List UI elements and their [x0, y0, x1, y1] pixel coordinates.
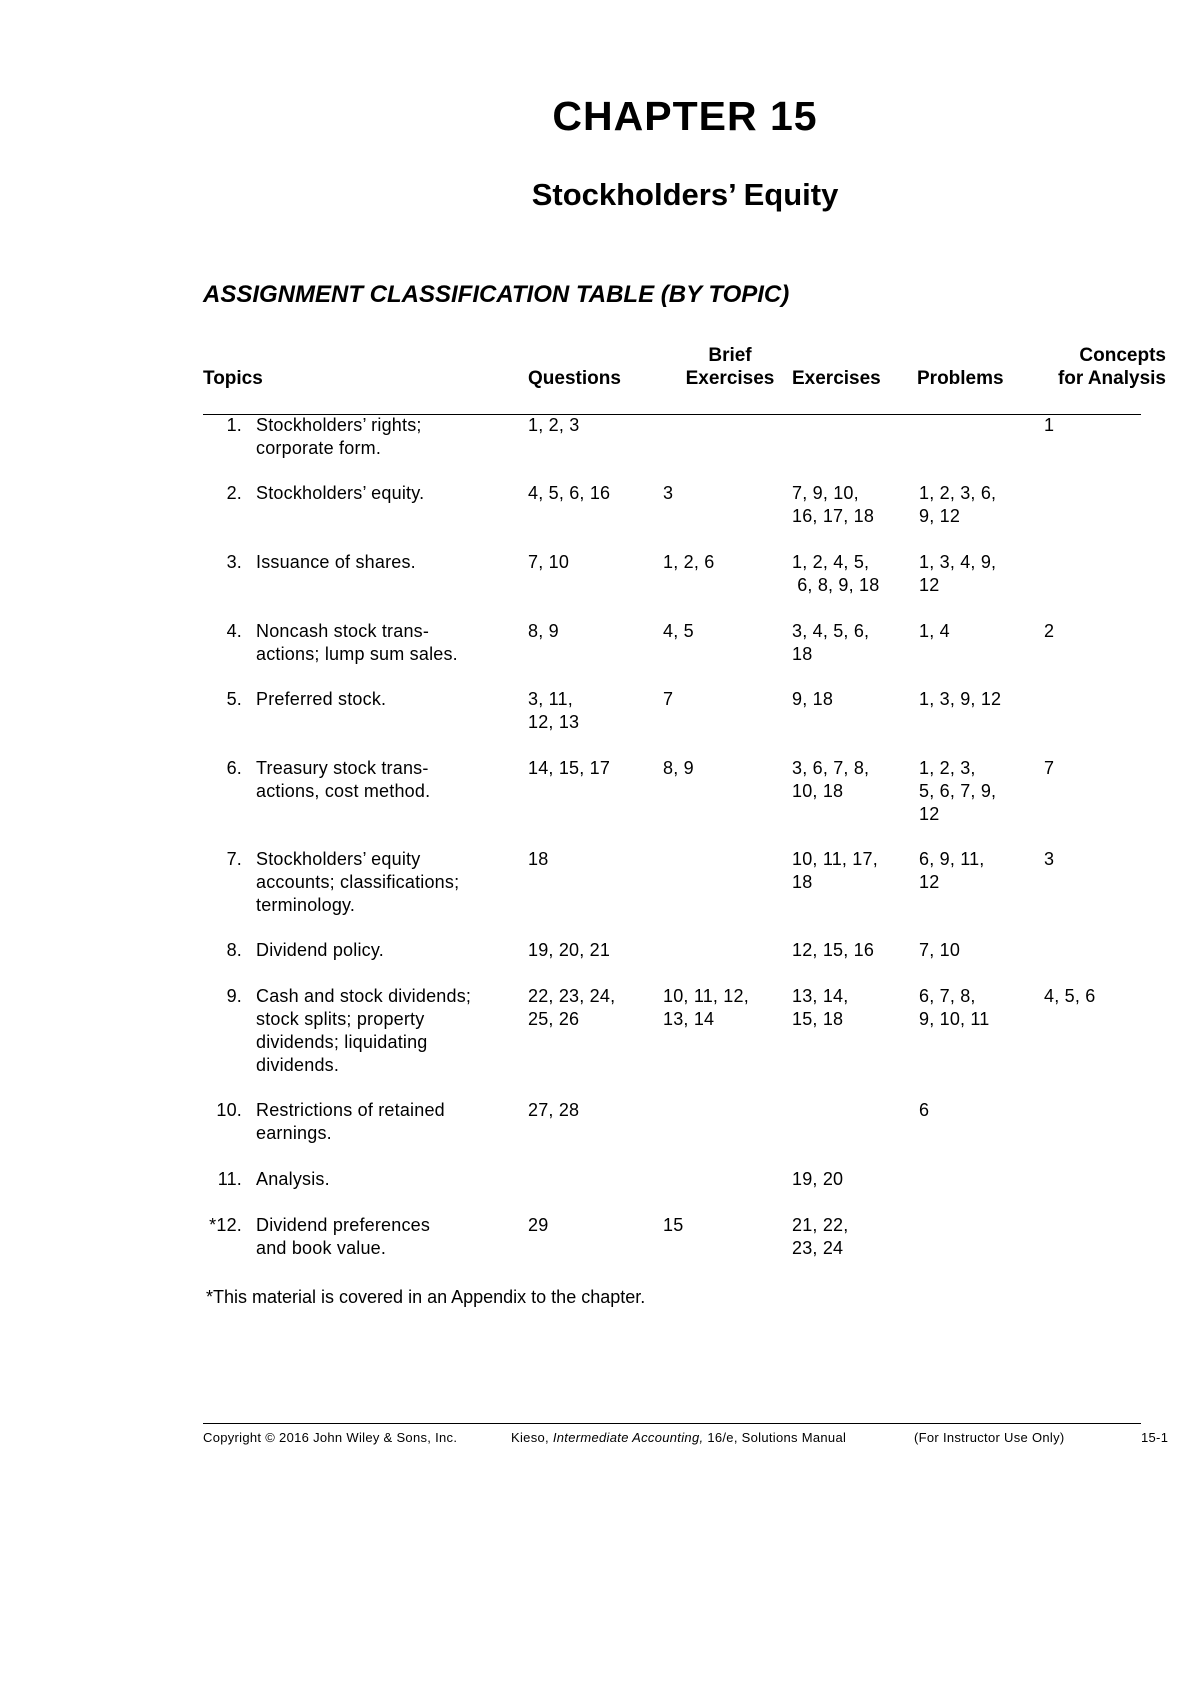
- exercises-cell: 6, 8, 9, 18: [792, 575, 880, 595]
- exercises-cell: 3, 4, 5, 6,: [792, 621, 870, 641]
- topic-cell: Analysis.: [256, 1169, 330, 1189]
- row-number: 6.: [226, 758, 242, 778]
- questions-cell: 8, 9: [528, 621, 559, 641]
- col-header-topics: Topics: [203, 368, 263, 389]
- chapter-subtitle: Stockholders’ Equity: [531, 177, 839, 212]
- row-number: 7.: [226, 849, 242, 869]
- brief-exercises-cell: 8, 9: [663, 758, 694, 778]
- questions-cell: 14, 15, 17: [528, 758, 611, 778]
- topic-cell: Cash and stock dividends;: [256, 986, 472, 1006]
- exercises-cell: 12, 15, 16: [792, 940, 875, 960]
- footer-rule: [203, 1423, 1141, 1424]
- topic-cell: Dividend policy.: [256, 940, 384, 960]
- topic-cell: dividends.: [256, 1055, 340, 1075]
- problems-cell: 1, 3, 9, 12: [919, 689, 1002, 709]
- questions-cell: 18: [528, 849, 549, 869]
- col-header-concepts: [1040, 344, 1166, 390]
- exercises-cell: 15, 18: [792, 1009, 844, 1029]
- row-number: 4.: [226, 621, 242, 641]
- topic-cell: terminology.: [256, 895, 356, 915]
- problems-cell: 1, 2, 3,: [919, 758, 976, 778]
- footer-book-info: [511, 1430, 846, 1445]
- questions-cell: 12, 13: [528, 712, 580, 732]
- questions-cell: 25, 26: [528, 1009, 580, 1029]
- col-header-problems: Problems: [917, 368, 1004, 389]
- col-header-concepts-line1: Concepts: [1079, 345, 1166, 366]
- exercises-cell: 9, 18: [792, 689, 834, 709]
- exercises-cell: 18: [792, 644, 813, 664]
- exercises-cell: 10, 11, 17,: [792, 849, 878, 869]
- topic-cell: Dividend preferences: [256, 1215, 431, 1235]
- problems-cell: 1, 4: [919, 621, 950, 641]
- col-header-concepts-line2: for Analysis: [1057, 368, 1166, 389]
- footer-author: Kieso,: [511, 1430, 549, 1445]
- exercises-cell: 18: [792, 872, 813, 892]
- footer-usage: (For Instructor Use Only): [914, 1430, 1065, 1445]
- brief-exercises-cell: 1, 2, 6: [663, 552, 715, 572]
- col-header-questions: Questions: [528, 368, 621, 389]
- col-header-exercises: Exercises: [792, 368, 881, 389]
- topic-cell: stock splits; property: [256, 1009, 425, 1029]
- problems-cell: 7, 10: [919, 940, 961, 960]
- row-number: 10.: [216, 1100, 242, 1120]
- brief-exercises-cell: 7: [663, 689, 674, 709]
- row-number: 2.: [226, 483, 242, 503]
- topic-cell: Preferred stock.: [256, 689, 387, 709]
- problems-cell: 6: [919, 1100, 930, 1120]
- topic-cell: Treasury stock trans-: [256, 758, 429, 778]
- row-number: *12.: [209, 1215, 242, 1235]
- footer-book-title: Intermediate Accounting,: [552, 1430, 704, 1445]
- concepts-cell: 1: [1044, 415, 1055, 435]
- concepts-cell: 4, 5, 6: [1044, 986, 1096, 1006]
- questions-cell: 3, 11,: [528, 689, 573, 709]
- problems-cell: 5, 6, 7, 9,: [919, 781, 997, 801]
- concepts-cell: 7: [1044, 758, 1055, 778]
- exercises-cell: 3, 6, 7, 8,: [792, 758, 870, 778]
- topic-cell: and book value.: [256, 1238, 387, 1258]
- problems-cell: 1, 3, 4, 9,: [919, 552, 997, 572]
- footer-page-number: 15-1: [1141, 1430, 1169, 1445]
- footer-edition: 16/e, Solutions Manual: [707, 1430, 847, 1445]
- exercises-cell: 21, 22,: [792, 1215, 849, 1235]
- topic-cell: accounts; classifications;: [256, 872, 460, 892]
- row-number: 11.: [217, 1169, 242, 1189]
- footnote: *This material is covered in an Appendix to the chapter.: [206, 1287, 646, 1307]
- questions-cell: 7, 10: [528, 552, 570, 572]
- exercises-cell: 19, 20: [792, 1169, 844, 1189]
- brief-exercises-cell: 15: [663, 1215, 684, 1235]
- questions-cell: 1, 2, 3: [528, 415, 580, 435]
- footer-copyright: Copyright © 2016 John Wiley & Sons, Inc.: [203, 1430, 458, 1445]
- brief-exercises-cell: 3: [663, 483, 674, 503]
- topic-cell: actions, cost method.: [256, 781, 431, 801]
- topic-cell: Issuance of shares.: [256, 552, 416, 572]
- topic-cell: dividends; liquidating: [256, 1032, 428, 1052]
- problems-cell: 9, 12: [919, 506, 961, 526]
- row-number: 1.: [226, 415, 242, 435]
- brief-exercises-cell: 10, 11, 12,: [663, 986, 749, 1006]
- exercises-cell: 23, 24: [792, 1238, 844, 1258]
- col-header-brief-line2: Exercises: [685, 368, 775, 389]
- topic-cell: Stockholders’ equity.: [256, 483, 425, 503]
- concepts-cell: 3: [1044, 849, 1055, 869]
- brief-exercises-cell: 4, 5: [663, 621, 694, 641]
- table-heading: ASSIGNMENT CLASSIFICATION TABLE (BY TOPIC): [203, 281, 790, 308]
- problems-cell: 12: [919, 804, 940, 824]
- questions-cell: 4, 5, 6, 16: [528, 483, 611, 503]
- questions-cell: 29: [528, 1215, 549, 1235]
- brief-exercises-cell: 13, 14: [663, 1009, 715, 1029]
- row-number: 8.: [226, 940, 242, 960]
- problems-cell: 6, 9, 11,: [919, 849, 985, 869]
- concepts-cell: 2: [1044, 621, 1055, 641]
- topic-cell: earnings.: [256, 1123, 332, 1143]
- questions-cell: 22, 23, 24,: [528, 986, 616, 1006]
- questions-cell: 27, 28: [528, 1100, 580, 1120]
- problems-cell: 12: [919, 872, 940, 892]
- col-header-brief-line1: Brief: [708, 345, 752, 366]
- problems-cell: 6, 7, 8,: [919, 986, 976, 1006]
- problems-cell: 1, 2, 3, 6,: [919, 483, 997, 503]
- problems-cell: 12: [919, 575, 940, 595]
- topic-cell: Stockholders’ equity: [256, 849, 421, 869]
- row-number: 9.: [226, 986, 242, 1006]
- topic-cell: actions; lump sum sales.: [256, 644, 458, 664]
- questions-cell: 19, 20, 21: [528, 940, 611, 960]
- topic-cell: Stockholders’ rights;: [256, 415, 422, 435]
- row-number: 3.: [226, 552, 242, 572]
- exercises-cell: 16, 17, 18: [792, 506, 875, 526]
- col-header-brief-exercises: [664, 344, 796, 390]
- exercises-cell: 10, 18: [792, 781, 844, 801]
- chapter-title: CHAPTER 15: [552, 93, 818, 139]
- row-number: 5.: [226, 689, 242, 709]
- exercises-cell: 1, 2, 4, 5,: [792, 552, 870, 572]
- exercises-cell: 13, 14,: [792, 986, 849, 1006]
- topic-cell: corporate form.: [256, 438, 382, 458]
- topic-cell: Restrictions of retained: [256, 1100, 445, 1120]
- problems-cell: 9, 10, 11: [919, 1009, 990, 1029]
- exercises-cell: 7, 9, 10,: [792, 483, 859, 503]
- topic-cell: Noncash stock trans-: [256, 621, 430, 641]
